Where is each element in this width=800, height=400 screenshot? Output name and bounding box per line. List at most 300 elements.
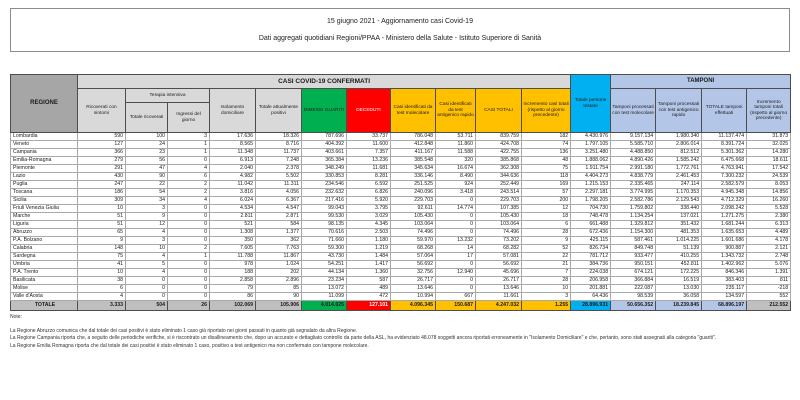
cell-incremento_tamponi: 14.856 <box>747 189 791 197</box>
cell-dimessi_guariti: 404.392 <box>302 141 347 149</box>
cell-terapia_intensiva_ingressi: 0 <box>168 261 210 269</box>
group-header-tamponi: TAMPONI <box>611 75 791 89</box>
cell-tamponi_totale: 5.301.362 <box>702 149 747 157</box>
cell-deceduti: 11.681 <box>347 165 391 173</box>
cell-tamponi_totale: 6.475.668 <box>702 157 747 165</box>
cell-casi_totali: 56.692 <box>476 261 522 269</box>
cell-casi_test_molecolare: 68.268 <box>391 245 436 253</box>
cell-totale_persone_testate: 28.896.931 <box>571 301 611 311</box>
col-header-regione: REGIONE <box>11 75 78 133</box>
cell-incremento_casi_totali: 182 <box>522 133 571 141</box>
cell-terapia_intensiva_totale: 56 <box>126 157 168 165</box>
cell-casi_test_molecolare: 57.064 <box>391 253 436 261</box>
cell-ricoverati_con_sintomi: 4 <box>78 293 126 301</box>
col-header-ti-totale: Totale ricoverati <box>126 103 168 133</box>
cell-casi_test_antigenico: 320 <box>436 157 476 165</box>
cell-casi_test_antigenico: 11.860 <box>436 141 476 149</box>
cell-terapia_intensiva_ingressi: 0 <box>168 293 210 301</box>
cell-tamponi_molecolare: 4.838.779 <box>611 173 656 181</box>
cell-ricoverati_con_sintomi: 148 <box>78 245 126 253</box>
cell-terapia_intensiva_ingressi: 6 <box>168 173 210 181</box>
cell-dimessi_guariti: 54.251 <box>302 261 347 269</box>
cell-tamponi_molecolare: 98.539 <box>611 293 656 301</box>
col-header-tamponi-antigenico: Tamponi processati con test antigenico rapido <box>656 89 702 133</box>
region-name: Valle d'Aosta <box>11 293 78 301</box>
cell-casi_test_antigenico: 0 <box>436 261 476 269</box>
cell-terapia_intensiva_ingressi: 0 <box>168 269 210 277</box>
cell-tamponi_totale: 4.945.348 <box>702 189 747 197</box>
table-row <box>11 205 791 213</box>
cell-casi_test_molecolare: 229.703 <box>391 197 436 205</box>
cell-isolamento_domiciliare: 1.308 <box>210 229 256 237</box>
cell-casi_test_antigenico: 11.588 <box>436 149 476 157</box>
table-row <box>11 285 791 293</box>
cell-terapia_intensiva_totale: 34 <box>126 197 168 205</box>
group-header-casi-confermati: CASI COVID-19 CONFERMATI <box>78 75 571 89</box>
region-name: Molise <box>11 285 78 293</box>
region-name: Umbria <box>11 261 78 269</box>
cell-isolamento_domiciliare: 6.913 <box>210 157 256 165</box>
cell-ricoverati_con_sintomi: 309 <box>78 197 126 205</box>
cell-incremento_tamponi: 1.391 <box>747 269 791 277</box>
cell-isolamento_domiciliare: 4.982 <box>210 173 256 181</box>
cell-totale_persone_testate: 4.430.976 <box>571 133 611 141</box>
cell-tamponi_molecolare: 1.134.254 <box>611 213 656 221</box>
cell-deceduti: 6.826 <box>347 189 391 197</box>
cell-casi_test_antigenico: 14 <box>436 245 476 253</box>
cell-casi_test_antigenico: 13.232 <box>436 237 476 245</box>
cell-terapia_intensiva_totale: 0 <box>126 293 168 301</box>
cell-casi_test_antigenico: 0 <box>436 277 476 285</box>
cell-tamponi_antigenico: 1.980.340 <box>656 133 702 141</box>
cell-incremento_tamponi: 5.528 <box>747 205 791 213</box>
cell-incremento_casi_totali: 136 <box>522 149 571 157</box>
cell-casi_test_molecolare: 412.848 <box>391 141 436 149</box>
cell-terapia_intensiva_ingressi: 4 <box>168 197 210 205</box>
cell-tamponi_totale: 4.763.941 <box>702 165 747 173</box>
col-header-casi-antigenico: Casi identificati da test antigenico rapido <box>436 89 476 133</box>
cell-terapia_intensiva_totale: 12 <box>126 221 168 229</box>
cell-tamponi_antigenico: 351.432 <box>656 221 702 229</box>
cell-terapia_intensiva_ingressi: 0 <box>168 229 210 237</box>
cell-dimessi_guariti: 365.384 <box>302 157 347 165</box>
region-name: Sardegna <box>11 253 78 261</box>
cell-ricoverati_con_sintomi: 75 <box>78 253 126 261</box>
cell-incremento_casi_totali: 9 <box>522 237 571 245</box>
cell-casi_test_antigenico: 0 <box>436 213 476 221</box>
cell-totale_persone_testate: 672.436 <box>571 229 611 237</box>
cell-dimessi_guariti: 4.014.025 <box>302 301 347 311</box>
cell-totale_attualmente_positivi: 584 <box>256 221 302 229</box>
cell-incremento_casi_totali: 10 <box>522 285 571 293</box>
cell-incremento_casi_totali: 74 <box>522 141 571 149</box>
cell-tamponi_antigenico: 338.440 <box>656 205 702 213</box>
col-header-casi-totali: CASI TOTALI <box>476 89 522 133</box>
cell-dimessi_guariti: 217.416 <box>302 197 347 205</box>
cell-casi_totali: 103.064 <box>476 221 522 229</box>
cell-casi_test_molecolare: 336.146 <box>391 173 436 181</box>
cell-casi_test_molecolare: 251.525 <box>391 181 436 189</box>
col-header-casi-molecolare: Casi identificati da test molecolare <box>391 89 436 133</box>
cell-terapia_intensiva_ingressi: 4 <box>168 165 210 173</box>
cell-casi_test_antigenico: 8.490 <box>436 173 476 181</box>
cell-totale_persone_testate: 384.736 <box>571 261 611 269</box>
cell-casi_test_antigenico: 667 <box>436 293 476 301</box>
cell-casi_totali: 13.646 <box>476 285 522 293</box>
cell-dimessi_guariti: 98.135 <box>302 221 347 229</box>
cell-dimessi_guariti: 99.530 <box>302 213 347 221</box>
cell-casi_test_antigenico: 150.687 <box>436 301 476 311</box>
cell-isolamento_domiciliare: 188 <box>210 269 256 277</box>
table-row <box>11 229 791 237</box>
cell-tamponi_totale: 235.117 <box>702 285 747 293</box>
cell-casi_test_molecolare: 103.064 <box>391 221 436 229</box>
cell-totale_persone_testate: 224.038 <box>571 269 611 277</box>
cell-incremento_tamponi: 811 <box>747 277 791 285</box>
cell-dimessi_guariti: 787.696 <box>302 133 347 141</box>
cell-terapia_intensiva_ingressi: 0 <box>168 157 210 165</box>
cell-terapia_intensiva_ingressi: 26 <box>168 301 210 311</box>
cell-dimessi_guariti: 71.660 <box>302 237 347 245</box>
cell-terapia_intensiva_totale: 4 <box>126 229 168 237</box>
cell-terapia_intensiva_ingressi: 3 <box>168 133 210 141</box>
col-header-isolamento: Isolamento domiciliare <box>210 89 256 133</box>
cell-casi_totali: 68.282 <box>476 245 522 253</box>
cell-casi_test_molecolare: 59.970 <box>391 237 436 245</box>
cell-tamponi_antigenico: 1.772.761 <box>656 165 702 173</box>
region-name: Lombardia <box>11 133 78 141</box>
cell-totale_persone_testate: 1.798.205 <box>571 197 611 205</box>
cell-dimessi_guariti: 348.249 <box>302 165 347 173</box>
cell-tamponi_totale: 1.271.275 <box>702 213 747 221</box>
cell-ricoverati_con_sintomi: 9 <box>78 237 126 245</box>
cell-tamponi_molecolare: 5.585.710 <box>611 141 656 149</box>
cell-isolamento_domiciliare: 11.788 <box>210 253 256 261</box>
group-header-terapia-intensiva: Terapia intensiva <box>126 89 210 103</box>
region-name: Marche <box>11 213 78 221</box>
cell-deceduti: 6.592 <box>347 181 391 189</box>
cell-tamponi_molecolare: 222.087 <box>611 285 656 293</box>
cell-deceduti: 11.600 <box>347 141 391 149</box>
cell-incremento_casi_totali: 18 <box>522 213 571 221</box>
cell-isolamento_domiciliare: 2.858 <box>210 277 256 285</box>
table-row <box>11 173 791 181</box>
cell-tamponi_totale: 11.137.474 <box>702 133 747 141</box>
cell-incremento_casi_totali: 48 <box>522 157 571 165</box>
cell-tamponi_molecolare: 1.154.300 <box>611 229 656 237</box>
cell-casi_totali: 26.717 <box>476 277 522 285</box>
cell-dimessi_guariti: 99.043 <box>302 205 347 213</box>
cell-tamponi_antigenico: 410.255 <box>656 253 702 261</box>
cell-terapia_intensiva_ingressi: 2 <box>168 245 210 253</box>
cell-totale_attualmente_positivi: 105.906 <box>256 301 302 311</box>
cell-dimessi_guariti: 234.546 <box>302 181 347 189</box>
cell-terapia_intensiva_totale: 22 <box>126 181 168 189</box>
cell-incremento_tamponi: 5.076 <box>747 261 791 269</box>
table-row <box>11 221 791 229</box>
cell-incremento_tamponi: 18.611 <box>747 157 791 165</box>
total-label: TOTALE <box>11 301 78 311</box>
cell-terapia_intensiva_totale: 54 <box>126 189 168 197</box>
cell-totale_persone_testate: 201.881 <box>571 285 611 293</box>
cell-casi_test_antigenico: 0 <box>436 229 476 237</box>
cell-incremento_tamponi: 2.380 <box>747 213 791 221</box>
cell-terapia_intensiva_totale: 9 <box>126 213 168 221</box>
cell-totale_attualmente_positivi: 11.737 <box>256 149 302 157</box>
cell-incremento_casi_totali: 200 <box>522 197 571 205</box>
cell-tamponi_antigenico: 812.512 <box>656 149 702 157</box>
table-row <box>11 213 791 221</box>
cell-incremento_tamponi: 17.542 <box>747 165 791 173</box>
region-name: Toscana <box>11 189 78 197</box>
cell-ricoverati_con_sintomi: 10 <box>78 205 126 213</box>
cell-tamponi_molecolare: 2.991.180 <box>611 165 656 173</box>
cell-incremento_tamponi: 2.748 <box>747 253 791 261</box>
table-body <box>11 133 791 311</box>
cell-deceduti: 2.503 <box>347 229 391 237</box>
cell-tamponi_antigenico: 247.114 <box>656 181 702 189</box>
cell-deceduti: 3.795 <box>347 205 391 213</box>
cell-dimessi_guariti: 13.072 <box>302 285 347 293</box>
cell-ricoverati_con_sintomi: 366 <box>78 149 126 157</box>
cell-deceduti: 587 <box>347 277 391 285</box>
table-row <box>11 133 791 141</box>
cell-isolamento_domiciliare: 4.534 <box>210 205 256 213</box>
cell-deceduti: 4.345 <box>347 221 391 229</box>
cell-totale_persone_testate: 1.215.153 <box>571 181 611 189</box>
cell-totale_attualmente_positivi: 2.896 <box>256 277 302 285</box>
cell-isolamento_domiciliare: 102.069 <box>210 301 256 311</box>
cell-ricoverati_con_sintomi: 3.333 <box>78 301 126 311</box>
cell-tamponi_totale: 900.887 <box>702 245 747 253</box>
cell-deceduti: 13.236 <box>347 157 391 165</box>
cell-tamponi_molecolare: 1.329.812 <box>611 221 656 229</box>
cell-casi_test_antigenico: 16.674 <box>436 165 476 173</box>
table-row <box>11 253 791 261</box>
cell-tamponi_totale: 383.403 <box>702 277 747 285</box>
region-name: Calabria <box>11 245 78 253</box>
cell-deceduti: 33.737 <box>347 133 391 141</box>
cell-casi_test_molecolare: 10.994 <box>391 293 436 301</box>
region-name: Piemonte <box>11 165 78 173</box>
note-line: La Regione Emilia Romagna riporta che dal totale dei casi positivi è stato eliminato 1 caso, positivo a test antigenico ma non confermato con tampone molecolare. <box>10 342 369 349</box>
cell-tamponi_antigenico: 1.585.242 <box>656 157 702 165</box>
cell-incremento_tamponi: 4.489 <box>747 229 791 237</box>
cell-isolamento_domiciliare: 11.042 <box>210 181 256 189</box>
cell-casi_test_molecolare: 4.096.345 <box>391 301 436 311</box>
cell-casi_totali: 243.514 <box>476 189 522 197</box>
cell-ricoverati_con_sintomi: 51 <box>78 221 126 229</box>
cell-tamponi_totale: 8.391.724 <box>702 141 747 149</box>
cell-totale_attualmente_positivi: 7.248 <box>256 157 302 165</box>
region-name: Veneto <box>11 141 78 149</box>
cell-casi_totali: 45.696 <box>476 269 522 277</box>
cell-tamponi_totale: 7.300.232 <box>702 173 747 181</box>
cell-tamponi_antigenico: 137.021 <box>656 213 702 221</box>
cell-tamponi_antigenico: 481.353 <box>656 229 702 237</box>
cell-terapia_intensiva_ingressi: 1 <box>168 253 210 261</box>
cell-dimessi_guariti: 59.300 <box>302 245 347 253</box>
cell-terapia_intensiva_ingressi: 0 <box>168 277 210 285</box>
cell-terapia_intensiva_totale: 3 <box>126 237 168 245</box>
table-row <box>11 165 791 173</box>
region-name: Basilicata <box>11 277 78 285</box>
cell-casi_test_molecolare: 56.692 <box>391 261 436 269</box>
cell-tamponi_molecolare: 366.884 <box>611 277 656 285</box>
cell-dimessi_guariti: 44.134 <box>302 269 347 277</box>
cell-tamponi_totale: 1.681.244 <box>702 221 747 229</box>
cell-deceduti: 1.180 <box>347 237 391 245</box>
cell-ricoverati_con_sintomi: 10 <box>78 269 126 277</box>
cell-totale_attualmente_positivi: 362 <box>256 237 302 245</box>
cell-isolamento_domiciliare: 2.040 <box>210 165 256 173</box>
cell-tamponi_antigenico: 1.014.225 <box>656 237 702 245</box>
cell-casi_test_antigenico: 14.774 <box>436 205 476 213</box>
cell-terapia_intensiva_ingressi: 1 <box>168 149 210 157</box>
cell-terapia_intensiva_totale: 3 <box>126 205 168 213</box>
col-header-ti-ingressi: Ingressi del giorno <box>168 103 210 133</box>
cell-totale_persone_testate: 64.436 <box>571 293 611 301</box>
cell-deceduti: 1.484 <box>347 253 391 261</box>
region-name: P.A. Bolzano <box>11 237 78 245</box>
cell-tamponi_molecolare: 3.774.995 <box>611 189 656 197</box>
cell-casi_test_antigenico: 17 <box>436 253 476 261</box>
cell-casi_test_molecolare: 92.611 <box>391 205 436 213</box>
cell-totale_attualmente_positivi: 2.378 <box>256 165 302 173</box>
cell-casi_test_molecolare: 786.048 <box>391 133 436 141</box>
cell-deceduti: 3.029 <box>347 213 391 221</box>
cell-ricoverati_con_sintomi: 38 <box>78 277 126 285</box>
cell-tamponi_antigenico: 2.129.543 <box>656 197 702 205</box>
cell-incremento_casi_totali: 28 <box>522 277 571 285</box>
cell-incremento_casi_totali: 21 <box>522 261 571 269</box>
cell-incremento_tamponi: 8.053 <box>747 181 791 189</box>
cell-ricoverati_con_sintomi: 291 <box>78 165 126 173</box>
cell-deceduti: 472 <box>347 293 391 301</box>
cell-casi_test_antigenico: 924 <box>436 181 476 189</box>
col-header-deceduti: DECEDUTI <box>347 89 391 133</box>
table-row <box>11 293 791 301</box>
cell-ricoverati_con_sintomi: 6 <box>78 285 126 293</box>
cell-totale_persone_testate: 748.478 <box>571 213 611 221</box>
cell-totale_persone_testate: 826.734 <box>571 245 611 253</box>
cell-tamponi_antigenico: 2.461.453 <box>656 173 702 181</box>
cell-incremento_tamponi: 4.178 <box>747 237 791 245</box>
cell-totale_persone_testate: 1.911.754 <box>571 165 611 173</box>
cell-casi_test_molecolare: 13.646 <box>391 285 436 293</box>
cell-casi_test_antigenico: 12.940 <box>436 269 476 277</box>
cell-tamponi_antigenico: 16.519 <box>656 277 702 285</box>
col-header-guariti: DIMESSI GUARITI <box>302 89 347 133</box>
cell-deceduti: 489 <box>347 285 391 293</box>
cell-totale_attualmente_positivi: 4.547 <box>256 205 302 213</box>
cell-isolamento_domiciliare: 978 <box>210 261 256 269</box>
cell-totale_attualmente_positivi: 90 <box>256 293 302 301</box>
cell-terapia_intensiva_totale: 23 <box>126 149 168 157</box>
report-title-line1: 15 giugno 2021 - Aggiornamento casi Covid-19 <box>327 18 473 26</box>
cell-totale_attualmente_positivi: 6.367 <box>256 197 302 205</box>
cell-totale_persone_testate: 4.404.273 <box>571 173 611 181</box>
cell-isolamento_domiciliare: 3.816 <box>210 189 256 197</box>
cell-incremento_tamponi: -218 <box>747 285 791 293</box>
cell-incremento_casi_totali: 28 <box>522 229 571 237</box>
region-name: Campania <box>11 149 78 157</box>
cell-ricoverati_con_sintomi: 279 <box>78 157 126 165</box>
cell-terapia_intensiva_ingressi: 0 <box>168 237 210 245</box>
cell-casi_test_molecolare: 345.634 <box>391 165 436 173</box>
cell-incremento_casi_totali: 52 <box>522 245 571 253</box>
note-line: La Regione Abruzzo comunica che dal totale dei casi positivi è stato eliminato 1 caso già riportato nei giorni passati in quanto già segnalato da altra Regione. <box>10 327 358 334</box>
cell-deceduti: 1.360 <box>347 269 391 277</box>
table-row <box>11 269 791 277</box>
cell-tamponi_molecolare: 50.656.352 <box>611 301 656 311</box>
cell-totale_attualmente_positivi: 5.502 <box>256 173 302 181</box>
region-name: Lazio <box>11 173 78 181</box>
col-header-tamponi-totale: TOTALE tamponi effettuati <box>702 89 747 133</box>
cell-isolamento_domiciliare: 79 <box>210 285 256 293</box>
cell-incremento_casi_totali: 22 <box>522 253 571 261</box>
cell-terapia_intensiva_totale: 47 <box>126 165 168 173</box>
cell-tamponi_totale: 2.582.579 <box>702 181 747 189</box>
cell-terapia_intensiva_ingressi: 1 <box>168 141 210 149</box>
cell-isolamento_domiciliare: 86 <box>210 293 256 301</box>
cell-casi_totali: 229.703 <box>476 197 522 205</box>
cell-dimessi_guariti: 330.853 <box>302 173 347 181</box>
cell-deceduti: 127.101 <box>347 301 391 311</box>
table-row <box>11 197 791 205</box>
table-row <box>11 157 791 165</box>
region-name: Friuli Venezia Giulia <box>11 205 78 213</box>
cell-incremento_tamponi: 212.552 <box>747 301 791 311</box>
cell-casi_test_molecolare: 74.496 <box>391 229 436 237</box>
cell-incremento_casi_totali: 3 <box>522 293 571 301</box>
cell-casi_totali: 422.755 <box>476 149 522 157</box>
cell-casi_test_antigenico: 0 <box>436 285 476 293</box>
cell-dimessi_guariti: 403.661 <box>302 149 347 157</box>
cell-dimessi_guariti: 70.616 <box>302 229 347 237</box>
cell-casi_totali: 107.385 <box>476 205 522 213</box>
cell-casi_totali: 385.868 <box>476 157 522 165</box>
cell-isolamento_domiciliare: 11.348 <box>210 149 256 157</box>
cell-totale_persone_testate: 1.797.105 <box>571 141 611 149</box>
cell-terapia_intensiva_totale: 10 <box>126 245 168 253</box>
cell-totale_persone_testate: 425.115 <box>571 237 611 245</box>
cell-casi_test_antigenico: 3.418 <box>436 189 476 197</box>
cell-incremento_tamponi: 16.260 <box>747 197 791 205</box>
cell-tamponi_molecolare: 587.461 <box>611 237 656 245</box>
cell-dimessi_guariti: 23.234 <box>302 277 347 285</box>
cell-terapia_intensiva_totale: 5 <box>126 261 168 269</box>
cell-totale_persone_testate: 704.730 <box>571 205 611 213</box>
cell-totale_attualmente_positivi: 1.024 <box>256 261 302 269</box>
cell-tamponi_molecolare: 849.748 <box>611 245 656 253</box>
note-line: La Regione Campania riporta che, a seguito delle periodiche verifiche, si è riscontrato un disallineamento che, dopo un accurato e dettagliato controllo da parte della ASL, ha evidenziato 48.078 soggetti ancora riportati erroneamente in "Isolamento Domiciliare" e che, pertanto, sono stati assegnati alla categoria "guariti". <box>10 335 717 341</box>
cell-deceduti: 1.219 <box>347 245 391 253</box>
col-header-incremento-tamponi: Incremento tamponi totali (rispetto al giorno precedente) <box>747 89 791 133</box>
cell-terapia_intensiva_totale: 0 <box>126 277 168 285</box>
cell-ricoverati_con_sintomi: 247 <box>78 181 126 189</box>
cell-tamponi_molecolare: 4.890.426 <box>611 157 656 165</box>
cell-totale_attualmente_positivi: 11.867 <box>256 253 302 261</box>
cell-terapia_intensiva_totale: 100 <box>126 133 168 141</box>
cell-casi_totali: 424.708 <box>476 141 522 149</box>
cell-terapia_intensiva_totale: 4 <box>126 269 168 277</box>
cell-ricoverati_con_sintomi: 41 <box>78 261 126 269</box>
cell-tamponi_totale: 68.896.197 <box>702 301 747 311</box>
cell-totale_attualmente_positivi: 8.716 <box>256 141 302 149</box>
cell-terapia_intensiva_totale: 4 <box>126 253 168 261</box>
cell-tamponi_molecolare: 674.121 <box>611 269 656 277</box>
